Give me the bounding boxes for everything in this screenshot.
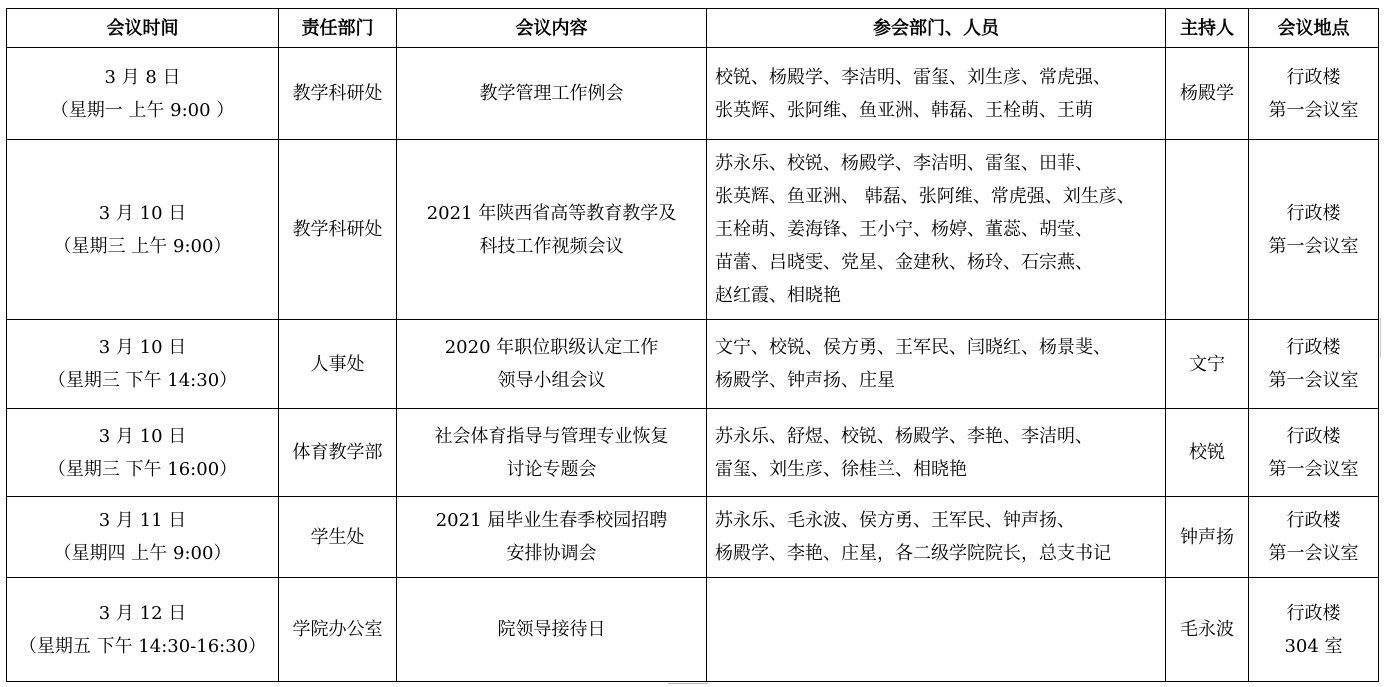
meeting-content-line: 讨论专题会 (506, 458, 597, 480)
attendees-line: 苏永乐、舒煜、校锐、杨殿学、李艳、李洁明、 (715, 425, 1093, 447)
responsible-dept: 学生处 (310, 526, 365, 548)
header-host: 主持人 (1166, 9, 1249, 48)
attendees-line: 赵红霞、相晓艳 (715, 285, 841, 306)
responsible-dept-cell (279, 48, 397, 140)
location-line: 第一会议室 (1268, 235, 1359, 257)
attendees-line: 王栓萌、姜海锋、王小宁、杨婷、董蕊、胡莹、 (715, 219, 1093, 240)
attendees-cell (707, 578, 1166, 682)
responsible-dept: 教学科研处 (292, 83, 383, 104)
meeting-content-cell (397, 48, 707, 140)
attendees-line: 苗蕾、吕晓雯、党星、金建秋、杨玲、石宗燕、 (715, 252, 1093, 273)
meeting-date: 3 月 10 日 (98, 202, 187, 224)
responsible-dept-cell (279, 140, 397, 320)
table-row (7, 48, 1379, 140)
meeting-host: 毛永波 (1180, 619, 1234, 640)
table-row (7, 320, 1379, 409)
responsible-dept: 人事处 (310, 353, 365, 375)
attendees-line: 杨殿学、李艳、庄星，各二级学院院长，总支书记 (715, 543, 1111, 564)
meeting-content-line: 科技工作视频会议 (479, 235, 624, 257)
responsible-dept: 教学科研处 (292, 219, 383, 240)
table-edge-mark (1380, 318, 1381, 358)
meeting-time-cell (7, 320, 279, 409)
meeting-content-line: 社会体育指导与管理专业恢复 (434, 425, 669, 447)
location-line: 行政楼 (1286, 337, 1341, 358)
meeting-time-cell (7, 497, 279, 578)
meeting-content-cell (397, 409, 707, 497)
location-line: 行政楼 (1286, 602, 1341, 624)
meeting-time-cell (7, 578, 279, 682)
meeting-host: 杨殿学 (1180, 83, 1234, 104)
meeting-content-cell (397, 320, 707, 409)
meeting-weekday-time: （星期五 下午 14:30-16:30） (18, 635, 267, 657)
meeting-host: 钟声扬 (1180, 526, 1234, 548)
location-line: 第一会议室 (1268, 99, 1359, 121)
meeting-content-line: 2020 年职位职级认定工作 (444, 337, 659, 358)
meeting-content-line: 领导小组会议 (497, 370, 606, 391)
header-row (7, 9, 1379, 48)
header-location: 会议地点 (1249, 9, 1379, 48)
meeting-content-cell (397, 497, 707, 578)
responsible-dept-cell (279, 409, 397, 497)
location-line: 行政楼 (1286, 202, 1341, 224)
attendees-cell (707, 409, 1166, 497)
attendees-line: 张英辉、鱼亚洲、 韩磊、张阿维、常虎强、刘生彦、 (715, 186, 1135, 207)
table-edge-mark (668, 683, 708, 684)
location-cell (1249, 140, 1379, 320)
attendees-line: 杨殿学、钟声扬、庄星 (715, 370, 895, 391)
location-cell (1249, 497, 1379, 578)
location-line: 行政楼 (1286, 510, 1341, 531)
header-attendees: 参会部门、人员 (707, 9, 1166, 48)
host-cell (1166, 578, 1249, 682)
location-cell (1249, 578, 1379, 682)
meeting-content-line: 院领导接待日 (497, 619, 606, 640)
meeting-content-line: 安排协调会 (506, 543, 597, 564)
table-row (7, 140, 1379, 320)
meeting-date: 3 月 10 日 (98, 337, 187, 358)
location-cell (1249, 409, 1379, 497)
meeting-content-cell (397, 140, 707, 320)
table-row (7, 578, 1379, 682)
attendees-line: 雷玺、刘生彦、徐桂兰、相晓艳 (715, 458, 967, 480)
location-line: 行政楼 (1286, 425, 1341, 447)
host-cell (1166, 409, 1249, 497)
responsible-dept: 体育教学部 (292, 442, 383, 463)
meeting-weekday-time: （星期三 下午 16:00） (47, 458, 238, 480)
header-time: 会议时间 (7, 9, 279, 48)
meeting-weekday-time: （星期一 上午 9:00 ） (50, 99, 235, 121)
attendees-line: 文宁、校锐、侯方勇、王军民、闫晓红、杨景斐、 (715, 337, 1111, 358)
meeting-date: 3 月 12 日 (98, 602, 187, 624)
meeting-host: 校锐 (1189, 442, 1225, 463)
location-line: 第一会议室 (1268, 543, 1359, 564)
host-cell (1166, 48, 1249, 140)
attendees-cell (707, 140, 1166, 320)
meeting-time-cell (7, 409, 279, 497)
location-cell (1249, 320, 1379, 409)
header-dept: 责任部门 (279, 9, 397, 48)
meeting-content-line: 教学管理工作例会 (479, 83, 624, 104)
location-line: 行政楼 (1286, 66, 1341, 88)
meeting-date: 3 月 10 日 (98, 425, 187, 447)
meeting-weekday-time: （星期四 上午 9:00） (53, 543, 232, 564)
responsible-dept-cell (279, 320, 397, 409)
table-row (7, 497, 1379, 578)
host-cell (1166, 497, 1249, 578)
meeting-time-cell (7, 48, 279, 140)
attendees-cell (707, 48, 1166, 140)
attendees-cell (707, 320, 1166, 409)
meeting-content-line: 2021 届毕业生春季校园招聘 (435, 510, 668, 531)
host-cell (1166, 140, 1249, 320)
host-cell (1166, 320, 1249, 409)
responsible-dept-cell (279, 578, 397, 682)
meeting-schedule-table (6, 8, 1379, 682)
meeting-weekday-time: （星期三 下午 14:30） (47, 370, 238, 391)
attendees-line: 张英辉、张阿维、鱼亚洲、韩磊、王栓萌、王萌 (715, 99, 1093, 121)
meeting-date: 3 月 11 日 (98, 510, 187, 531)
attendees-line: 苏永乐、校锐、杨殿学、李洁明、雷玺、田菲、 (715, 153, 1093, 174)
table-row (7, 409, 1379, 497)
location-line: 第一会议室 (1268, 458, 1359, 480)
attendees-line: 苏永乐、毛永波、侯方勇、王军民、钟声扬、 (715, 510, 1075, 531)
responsible-dept: 学院办公室 (292, 619, 383, 640)
attendees-cell (707, 497, 1166, 578)
location-line: 304 室 (1284, 635, 1343, 657)
location-cell (1249, 48, 1379, 140)
meeting-weekday-time: （星期三 上午 9:00） (53, 235, 232, 257)
meeting-content-cell (397, 578, 707, 682)
meeting-content-line: 2021 年陕西省高等教育教学及 (426, 202, 677, 224)
meeting-time-cell (7, 140, 279, 320)
attendees-line: 校锐、杨殿学、李洁明、雷玺、刘生彦、常虎强、 (715, 66, 1111, 88)
location-line: 第一会议室 (1268, 370, 1359, 391)
meeting-host: 文宁 (1189, 353, 1225, 375)
header-content: 会议内容 (397, 9, 707, 48)
responsible-dept-cell (279, 497, 397, 578)
meeting-date: 3 月 8 日 (104, 66, 181, 88)
